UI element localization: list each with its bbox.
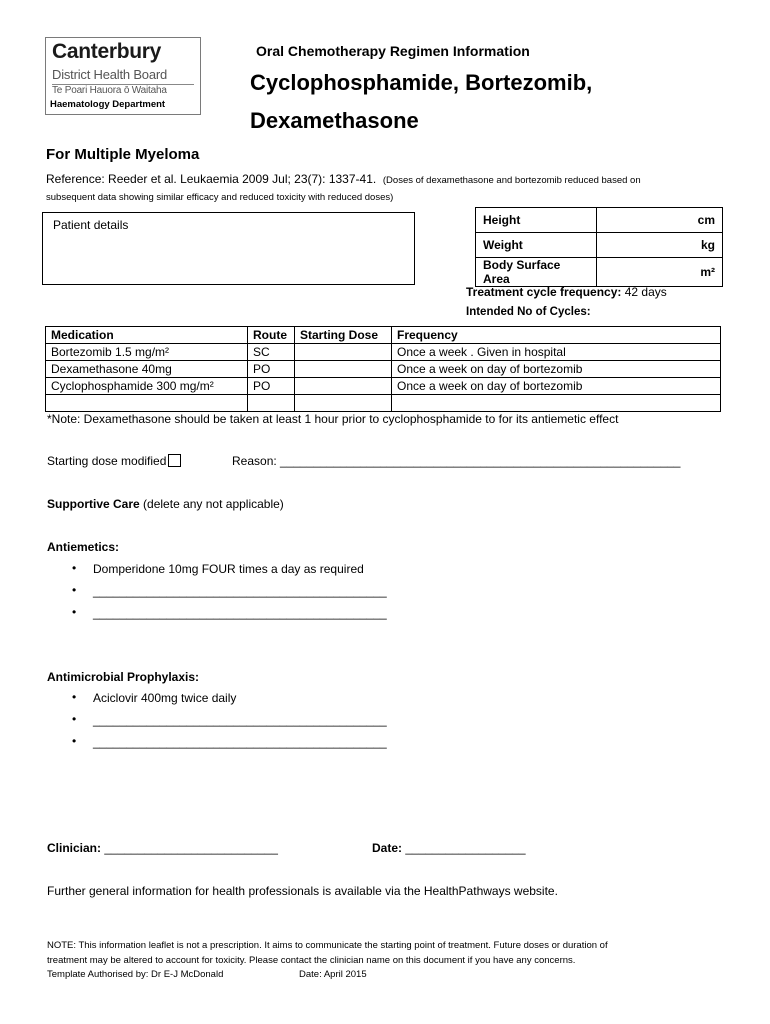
table-row — [476, 208, 723, 233]
bullet-icon: • — [72, 712, 77, 726]
bullet-icon: • — [72, 734, 77, 748]
height-label: Height — [476, 208, 597, 233]
col-route: Route — [248, 327, 295, 344]
footer-date: Date: April 2015 — [299, 969, 367, 980]
blank-line[interactable]: ____________________________________________ — [93, 584, 387, 598]
document-subtitle: Oral Chemotherapy Regimen Information — [256, 43, 530, 59]
frequency-cell: Once a week on day of bortezomib — [392, 361, 721, 378]
starting-dose-cell[interactable] — [295, 344, 392, 361]
clinician-label: Clinician: — [47, 841, 102, 855]
footer-note-2: treatment may be altered to account for toxicity. Please contact the clinician name on this document if you have any concerns. — [47, 955, 576, 966]
reference-note-2: subsequent data showing similar efficacy and reduced toxicity with reduced doses) — [46, 192, 394, 203]
starting-dose-cell[interactable] — [295, 378, 392, 395]
blank-line[interactable]: ____________________________________________ — [93, 735, 387, 749]
medication-table — [45, 326, 721, 412]
table-row — [476, 233, 723, 258]
clinician-field[interactable] — [47, 841, 278, 855]
intended-cycles-label: Intended No of Cycles: — [466, 306, 591, 318]
table-row-empty — [46, 395, 721, 412]
clinician-line[interactable]: __________________________ — [104, 841, 278, 855]
weight-unit[interactable]: kg — [597, 233, 723, 258]
empty-cell[interactable] — [248, 395, 295, 412]
logo-maori: Te Poari Hauora ō Waitaha — [52, 85, 167, 96]
table-row — [46, 378, 721, 395]
regimen-title-line1: Cyclophosphamide, Bortezomib, — [250, 70, 593, 95]
body-measures-table — [475, 207, 723, 287]
cdhb-logo — [45, 37, 201, 115]
logo-name: Canterbury — [52, 40, 162, 63]
supportive-care-label: Supportive Care — [47, 497, 140, 511]
table-row — [476, 258, 723, 287]
route-cell: PO — [248, 361, 295, 378]
height-unit[interactable]: cm — [597, 208, 723, 233]
date-label: Date: — [372, 841, 403, 855]
bullet-icon: • — [72, 561, 77, 575]
bullet-icon: • — [72, 605, 77, 619]
antimicrobial-heading: Antimicrobial Prophylaxis: — [47, 670, 200, 684]
patient-details-label: Patient details — [53, 218, 129, 232]
indication: For Multiple Myeloma — [46, 146, 200, 163]
further-info: Further general information for health professionals is available via the HealthPathways website. — [47, 884, 558, 898]
reference-main: Reference: Reeder et al. Leukaemia 2009 Jul; 23(7): 1337-41. — [46, 172, 377, 186]
date-line[interactable]: __________________ — [405, 841, 526, 855]
patient-details-box[interactable] — [42, 212, 415, 285]
bsa-unit[interactable]: m² — [597, 258, 723, 287]
treatment-cycle-frequency — [466, 285, 667, 299]
reason-field[interactable]: Reason: ____________________________________________________________ — [232, 454, 681, 468]
empty-cell[interactable] — [46, 395, 248, 412]
frequency-cell: Once a week . Given in hospital — [392, 344, 721, 361]
footer-authorised: Template Authorised by: Dr E-J McDonald — [47, 969, 224, 980]
medication-cell: Dexamethasone 40mg — [46, 361, 248, 378]
starting-dose-modified — [47, 454, 181, 468]
list-item: Domperidone 10mg FOUR times a day as required — [93, 562, 364, 576]
logo-board: District Health Board — [52, 67, 168, 82]
supportive-care-note: (delete any not applicable) — [143, 497, 284, 511]
starting-dose-modified-label: Starting dose modified — [47, 454, 167, 468]
supportive-care — [47, 497, 284, 511]
weight-label: Weight — [476, 233, 597, 258]
logo-department: Haematology Department — [50, 99, 166, 110]
list-item: Aciclovir 400mg twice daily — [93, 691, 237, 705]
treatment-cycle-label: Treatment cycle frequency: — [466, 285, 622, 299]
regimen-title-line2: Dexamethasone — [250, 108, 419, 133]
table-row — [46, 344, 721, 361]
col-starting-dose: Starting Dose — [295, 327, 392, 344]
route-cell: PO — [248, 378, 295, 395]
antiemetics-heading: Antiemetics: — [47, 540, 120, 554]
starting-dose-cell[interactable] — [295, 361, 392, 378]
empty-cell[interactable] — [295, 395, 392, 412]
bullet-icon: • — [72, 690, 77, 704]
reference — [46, 172, 641, 186]
dexamethasone-note: *Note: Dexamethasone should be taken at least 1 hour prior to cyclophosphamide to for its antiemetic effect — [47, 412, 619, 426]
starting-dose-modified-checkbox[interactable] — [168, 454, 181, 467]
bullet-icon: • — [72, 583, 77, 597]
medication-cell: Cyclophosphamide 300 mg/m² — [46, 378, 248, 395]
col-medication: Medication — [46, 327, 248, 344]
table-row — [46, 361, 721, 378]
medication-cell: Bortezomib 1.5 mg/m² — [46, 344, 248, 361]
empty-cell[interactable] — [392, 395, 721, 412]
col-frequency: Frequency — [392, 327, 721, 344]
table-header-row — [46, 327, 721, 344]
treatment-cycle-value: 42 days — [624, 285, 667, 299]
footer-note-1: NOTE: This information leaflet is not a prescription. It aims to communicate the starting point of treatment. Future doses or duration of — [47, 940, 608, 951]
blank-line[interactable]: ____________________________________________ — [93, 713, 387, 727]
blank-line[interactable]: ____________________________________________ — [93, 606, 387, 620]
route-cell: SC — [248, 344, 295, 361]
bsa-label: Body Surface Area — [476, 258, 597, 287]
frequency-cell: Once a week on day of bortezomib — [392, 378, 721, 395]
date-field[interactable] — [372, 841, 526, 855]
reference-note-1: (Doses of dexamethasone and bortezomib reduced based on — [382, 175, 641, 186]
